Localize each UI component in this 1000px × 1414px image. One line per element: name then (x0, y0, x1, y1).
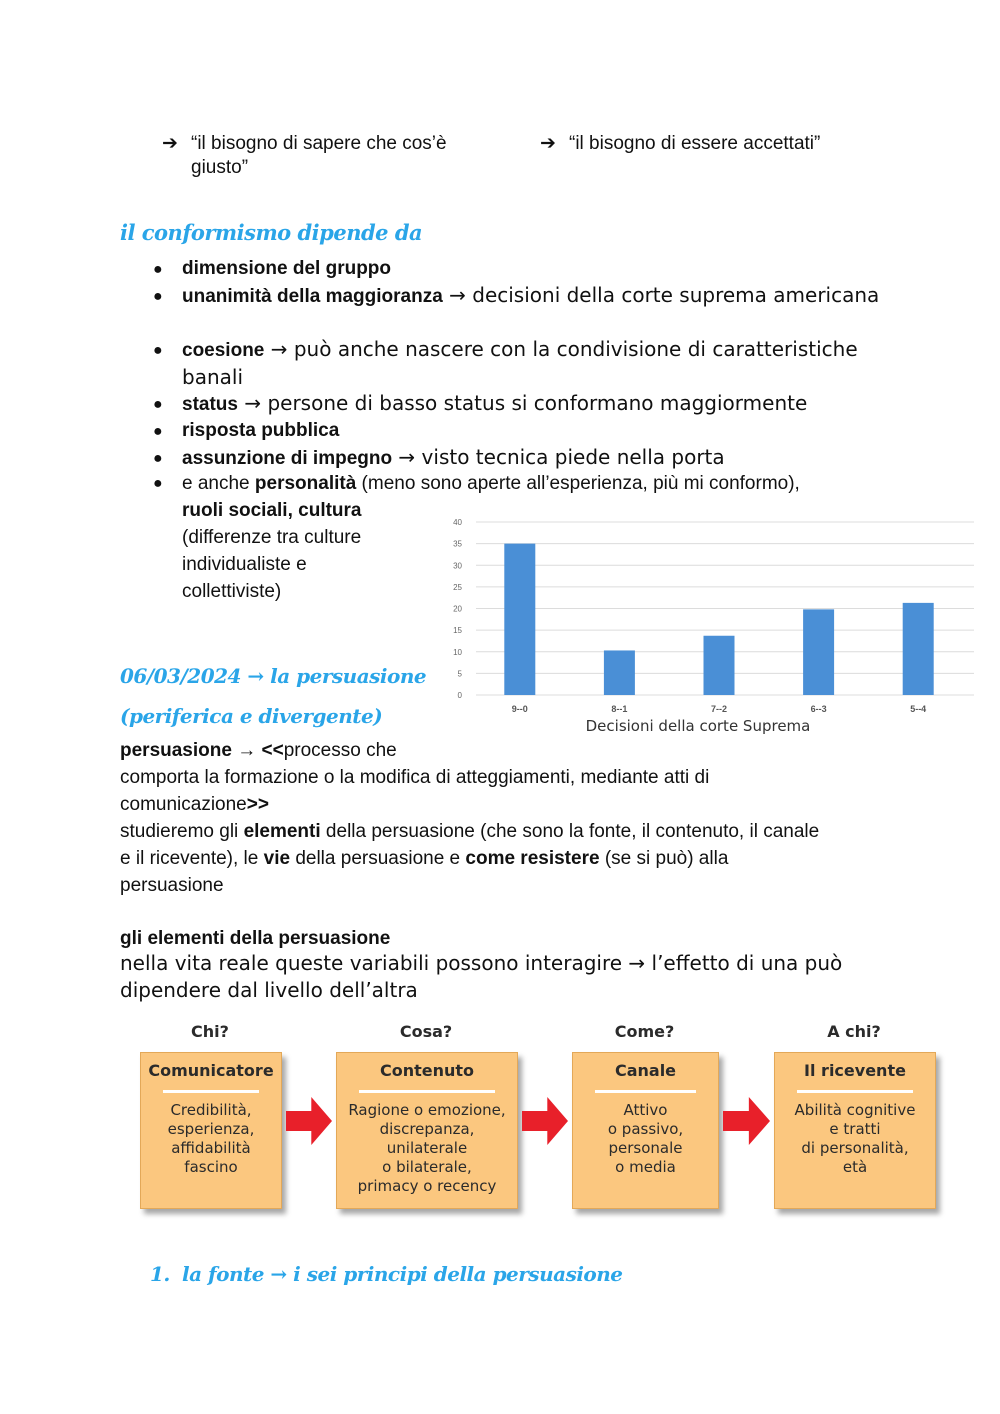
y-tick-label: 40 (453, 518, 462, 527)
red-arrow-icon (286, 1097, 332, 1145)
definition-first-text: processo che (283, 740, 397, 761)
x-tick-label: 5--4 (910, 704, 927, 714)
x-tick-label: 7--2 (710, 704, 728, 714)
definition-line-2: comporta la formazione o la modifica di atteggiamenti, mediante atti di (120, 767, 710, 788)
flow-question: Chi? (191, 1022, 229, 1041)
flow-box-line: Credibilità, (170, 1101, 252, 1119)
flow-box-line: o passivo, (607, 1120, 684, 1138)
definition-open-quote: << (261, 740, 284, 761)
flow-box-body (141, 1101, 281, 1177)
conformism-item-text: → decisioni della corte suprema americana (442, 283, 880, 307)
elements-title: gli elementi della persuasione (120, 928, 391, 949)
y-tick-label: 15 (453, 626, 462, 636)
definition-term: persuasione (120, 740, 232, 761)
study-text-3: e il ricevente), le (120, 848, 264, 869)
flow-box-line: personale (608, 1139, 683, 1157)
x-tick-label: 8--1 (611, 704, 628, 714)
flow-question: A chi? (827, 1022, 881, 1041)
flow-box-title: Il ricevente (804, 1061, 906, 1080)
last-item-bold-personality: personalità (254, 473, 357, 494)
flow-box-line: discrepanza, (379, 1120, 475, 1138)
flow-box-title: Comunicatore (148, 1061, 274, 1080)
study-text-2: della persuasione (che sono la fonte, il contenuto, il canale (320, 821, 820, 842)
flow-box-divider (163, 1090, 259, 1093)
y-tick-label: 30 (453, 561, 462, 571)
flow-question: Come? (614, 1022, 675, 1041)
flow-box-line: fascino (184, 1158, 238, 1176)
footer-heading: la fonte → i sei principi della persuasione (182, 1262, 623, 1286)
y-tick-label: 35 (453, 539, 462, 549)
top-arrow-right-text: “il bisogno di essere accettati” (569, 133, 821, 154)
last-item-tail-1: (differenze tra culture (182, 527, 362, 548)
flow-box-line: di personalità, (801, 1139, 909, 1157)
conformism-item-bold: dimensione del gruppo (182, 258, 392, 279)
bullet-icon: ● (153, 261, 163, 278)
conformism-item-bold: risposta pubblica (182, 420, 340, 441)
last-item-tail-2: individualiste e (182, 554, 307, 575)
top-arrow-left-text: “il bisogno di sapere che cos’è giusto” (191, 133, 447, 178)
flow-box (140, 1052, 282, 1209)
study-text-5: (se si può) alla (599, 848, 729, 869)
date-heading: 06/03/2024 → la persuasione (120, 664, 427, 688)
flow-box-body (337, 1101, 517, 1196)
y-tick-label: 0 (457, 691, 462, 700)
last-item-mid: (meno sono aperte all’esperienza, più mi conformo), (356, 473, 800, 494)
definition-close-quote: >> (246, 794, 269, 815)
x-tick-label: 6--3 (810, 704, 827, 714)
flow-box-divider (359, 1090, 495, 1093)
flow-box-divider (595, 1090, 696, 1093)
flow-box-line: o bilaterale, (382, 1158, 472, 1176)
bullet-icon: ● (153, 450, 163, 467)
flow-box-line: età (842, 1158, 868, 1176)
flow-box-line: primacy o recency (357, 1177, 497, 1195)
right-arrow-icon: ➔ (540, 133, 556, 154)
bullet-icon: ● (153, 342, 163, 359)
flow-box-line: o media (615, 1158, 676, 1176)
y-tick-label: 5 (457, 669, 462, 679)
flow-box-line: Ragione o emozione, (348, 1101, 506, 1119)
bullet-icon: ● (153, 396, 163, 413)
flow-box-body (775, 1101, 935, 1177)
flow-box-line: esperienza, (167, 1120, 255, 1138)
flow-box-title: Canale (614, 1061, 677, 1080)
conformism-item-text: → può anche nascere con la condivisione di caratteristiche banali (182, 337, 858, 389)
flow-box-line: unilaterale (386, 1139, 468, 1157)
conformism-item-bold: assunzione di impegno (182, 448, 393, 469)
flow-box-divider (797, 1090, 913, 1093)
flow-box (572, 1052, 719, 1209)
red-arrow-icon (522, 1097, 568, 1145)
right-arrow-icon: ➔ (162, 133, 178, 154)
conformism-item-bold: coesione (182, 340, 265, 361)
flow-box-line: e tratti (829, 1120, 881, 1138)
conformism-item-text: → visto tecnica piede nella porta (392, 445, 725, 469)
definition-line-3-text: comunicazione (120, 794, 247, 815)
conformism-item-bold: status (182, 394, 238, 415)
flow-box (774, 1052, 936, 1209)
flow-box-line: affidabilità (171, 1139, 251, 1157)
bullet-icon: ● (153, 288, 163, 305)
conformism-heading: il conformismo dipende da (120, 220, 423, 245)
elements-text-line-2: dipendere dal livello dell’altra (120, 978, 418, 1002)
bullet-icon: ● (153, 423, 163, 440)
elements-text-line-1: nella vita reale queste variabili possono interagire → l’effetto di una può (120, 951, 843, 975)
y-tick-label: 10 (453, 647, 462, 657)
flow-box (336, 1052, 518, 1209)
study-bold-resist: come resistere (465, 848, 600, 869)
bullet-icon: ● (153, 475, 163, 492)
study-line-3: persuasione (120, 875, 224, 896)
last-item-tail-3: collettiviste) (182, 581, 282, 602)
flow-box-body (573, 1101, 718, 1177)
study-bold-elements: elementi (243, 821, 321, 842)
flow-question: Cosa? (399, 1022, 453, 1041)
conformism-item-bold: unanimità della maggioranza (182, 286, 443, 307)
last-item-pre: e anche (182, 473, 255, 494)
study-bold-vie: vie (263, 848, 291, 869)
persuasion-subheading: (periferica e divergente) (120, 704, 383, 728)
definition-arrow: → (231, 740, 262, 761)
flow-box-line: Abilità cognitive (794, 1101, 916, 1119)
flow-box-title: Contenuto (379, 1061, 475, 1080)
last-item-bold-roles: ruoli sociali, cultura (182, 500, 362, 521)
footer-number: 1. (150, 1262, 170, 1286)
x-tick-label: 9--0 (511, 704, 528, 714)
flow-box-line: Attivo (623, 1101, 668, 1119)
y-tick-label: 20 (453, 604, 462, 614)
x-axis-label: Decisioni della corte Suprema (585, 717, 811, 735)
study-text-1: studieremo gli (120, 821, 244, 842)
y-tick-label: 25 (453, 582, 462, 592)
conformism-item-text: → persone di basso status si conformano maggiormente (237, 391, 808, 415)
study-text-4: della persuasione e (290, 848, 466, 869)
red-arrow-icon (723, 1097, 770, 1145)
